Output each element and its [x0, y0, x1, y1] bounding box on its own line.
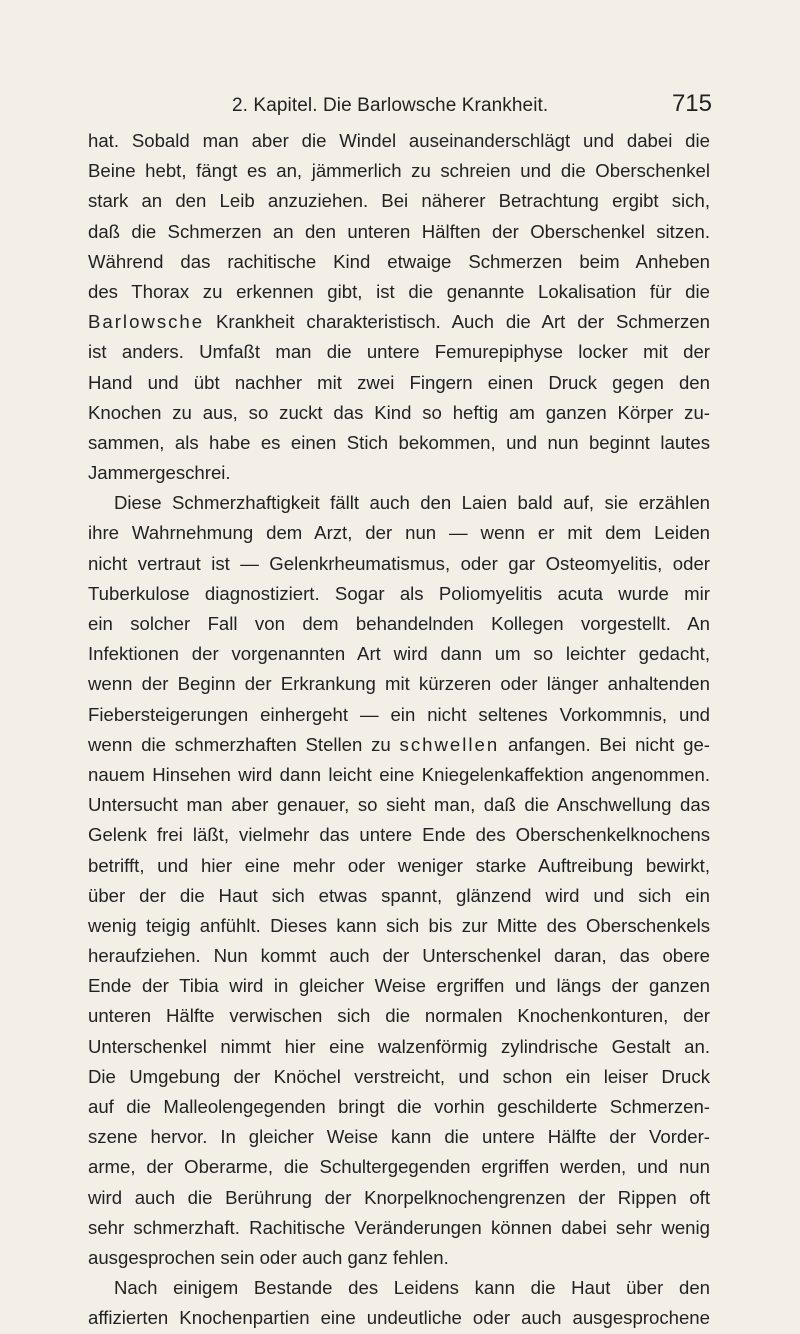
text-line: [88, 730, 710, 760]
running-title: 2. Kapitel. Die Barlowsche Krankheit.: [232, 95, 549, 116]
text-line: Ende der Tibia wird in gleicher Weise ergriffen und längs der ganzen: [88, 975, 710, 997]
page-number: 715: [671, 90, 712, 117]
text-line: ihre Wahrnehmung dem Arzt, der nun — wenn er mit dem Leiden: [88, 522, 710, 544]
text-line: Knochen zu aus, so zuckt das Kind so heftig am ganzen Körper zu-: [88, 401, 710, 423]
text-line: Unterschenkel nimmt hier eine walzenförmig zylindrische Gestalt an.: [88, 1035, 710, 1057]
text-line: Jammergeschrei.: [88, 462, 231, 484]
text-segment: wenn die schmerzhaften Stellen zu: [88, 733, 400, 755]
text-line: auf die Malleolengegenden bringt die vorhin geschilderte Schmerzen-: [88, 1096, 710, 1117]
text-line: betrifft, und hier eine mehr oder weniger starke Auftreibung bewirkt,: [88, 854, 710, 876]
text-line: sehr schmerzhaft. Rachitische Veränderungen können dabei sehr wenig: [88, 1216, 710, 1238]
body-text: [88, 126, 710, 1334]
text-line: Diese Schmerzhaftigkeit fällt auch den Laien bald auf, sie erzählen: [114, 492, 710, 514]
text-line: daß die Schmerzen an den unteren Hälften der Oberschenkel sitzen.: [88, 220, 710, 242]
text-line: Infektionen der vorgenannten Art wird dann um so leichter gedacht,: [88, 643, 710, 665]
text-line: des Thorax zu erkennen gibt, ist die genannte Lokalisation für die: [88, 280, 710, 302]
text-line: Nach einigem Bestande des Leidens kann die Haut über den: [114, 1277, 710, 1299]
text-line: Tuberkulose diagnostiziert. Sogar als Poliomyelitis acuta wurde mir: [88, 582, 710, 604]
text-line: ausgesprochen sein oder auch ganz fehlen.: [88, 1246, 449, 1268]
text-line: affizierten Knochenpartien eine undeutliche oder auch ausgesprochene: [88, 1307, 710, 1329]
text-line: wird auch die Berührung der Knorpelknochengrenzen der Rippen oft: [88, 1186, 710, 1208]
text-line: ist anders. Umfaßt man die untere Femurepiphyse locker mit der: [88, 341, 710, 363]
text-line: Während das rachitische Kind etwaige Schmerzen beim Anheben: [88, 250, 710, 272]
spaced-emphasis: Barlowsche: [88, 311, 205, 333]
text-line: [88, 307, 710, 337]
text-line: über der die Haut sich etwas spannt, glänzend wird und sich ein: [88, 884, 710, 906]
text-line: Fiebersteigerungen einhergeht — ein nicht seltenes Vorkommnis, und: [88, 703, 710, 725]
text-line: sammen, als habe es einen Stich bekommen, und nun beginnt lautes: [88, 431, 710, 453]
text-line: Hand und übt nachher mit zwei Fingern einen Druck gegen den: [88, 371, 710, 393]
text-line: Untersucht man aber genauer, so sieht man, daß die Anschwellung das: [88, 794, 710, 816]
running-head: [232, 90, 712, 122]
text-line: arme, der Oberarme, die Schultergegenden ergriffen werden, und nun: [88, 1156, 710, 1178]
text-line: stark an den Leib anzuziehen. Bei näherer Betrachtung ergibt sich,: [88, 190, 710, 212]
text-line: szene hervor. In gleicher Weise kann die untere Hälfte der Vorder-: [88, 1126, 710, 1148]
text-line: nicht vertraut ist — Gelenkrheumatismus, oder gar Osteomyelitis, oder: [88, 552, 710, 574]
text-line: heraufziehen. Nun kommt auch der Unterschenkel daran, das obere: [88, 945, 710, 967]
text-line: nauem Hinsehen wird dann leicht eine Kniegelenkaffektion angenommen.: [88, 763, 710, 785]
text-line: Gelenk frei läßt, vielmehr das untere Ende des Oberschenkelknochens: [88, 824, 710, 846]
text-line: Die Umgebung der Knöchel verstreicht, und schon ein leiser Druck: [88, 1065, 710, 1087]
text-line: wenig teigig anfühlt. Dieses kann sich bis zur Mitte des Oberschenkels: [88, 914, 710, 936]
text-line: ein solcher Fall von dem behandelnden Kollegen vorgestellt. An: [88, 613, 710, 634]
text-segment: anfangen. Bei nicht ge-: [499, 733, 710, 755]
text-line: Beine hebt, fängt es an, jämmerlich zu schreien und die Oberschenkel: [88, 160, 710, 182]
text-line: unteren Hälfte verwischen sich die normalen Knochenkonturen, der: [88, 1005, 710, 1027]
text-line: wenn der Beginn der Erkrankung mit kürzeren oder länger anhaltenden: [88, 673, 710, 695]
spaced-emphasis: schwellen: [399, 733, 500, 755]
text-line: hat. Sobald man aber die Windel auseinanderschlägt und dabei die: [88, 130, 710, 151]
text-segment: Krankheit charakteristisch. Auch die Art der Schmerzen: [204, 311, 710, 333]
